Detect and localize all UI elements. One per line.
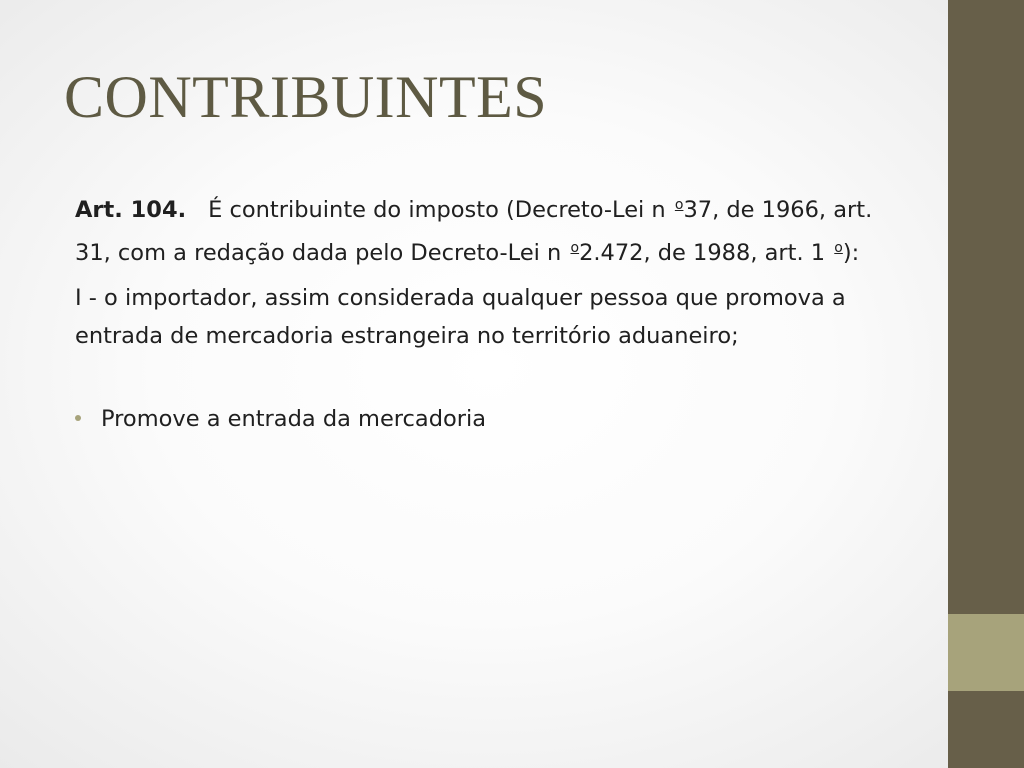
article-text-4: ): bbox=[842, 240, 860, 266]
bullet-icon bbox=[75, 415, 81, 421]
bullet-item bbox=[75, 400, 905, 438]
slide-title: CONTRIBUINTES bbox=[64, 64, 548, 130]
ordinal-indicator: o bbox=[674, 197, 684, 213]
bullet-list bbox=[75, 400, 905, 438]
sidebar-accent-block bbox=[948, 614, 1024, 691]
article-label: Art. 104. bbox=[75, 197, 187, 223]
slide-content bbox=[75, 186, 905, 438]
ordinal-indicator: o bbox=[570, 240, 580, 256]
article-text-1: É contribuinte do imposto (Decreto-Lei n bbox=[208, 197, 666, 223]
decorative-sidebar bbox=[948, 0, 1024, 768]
article-text-2: 37, de 1966, art. 31, com a redação dada pelo Decreto-Lei n bbox=[75, 197, 873, 266]
importer-paragraph: I - o importador, assim considerada qualquer pessoa que promova a entrada de mercadoria estrangeira no território aduaneiro; bbox=[75, 285, 846, 349]
ordinal-indicator: o bbox=[834, 240, 843, 256]
bullet-text: Promove a entrada da mercadoria bbox=[101, 406, 487, 432]
article-text-3: 2.472, de 1988, art. 1 bbox=[579, 240, 826, 266]
article-paragraph bbox=[75, 186, 905, 272]
